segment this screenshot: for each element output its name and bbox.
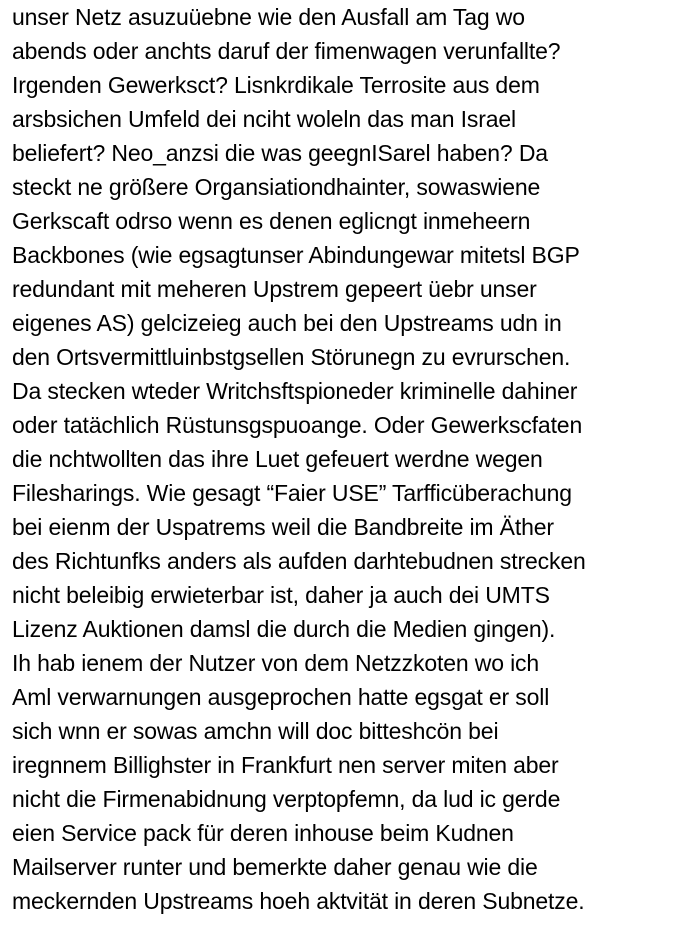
text-line: steckt ne größere Organsiationdhainter, sowaswiene xyxy=(12,174,541,200)
text-line: unser Netz asuzuüebne wie den Ausfall am Tag wo xyxy=(12,4,525,30)
text-line: Ih hab ienem der Nutzer von dem Netzzkoten wo ich xyxy=(12,650,540,676)
text-line: redundant mit meheren Upstrem gepeert üebr unser xyxy=(12,276,537,302)
text-line: Filesharings. Wie gesagt “Faier USE” Tarfficüberachung xyxy=(12,480,572,506)
text-line: eigenes AS) gelcizeieg auch bei den Upstreams udn in xyxy=(12,310,562,336)
text-line: bei eienm der Uspatrems weil die Bandbreite im Äther xyxy=(12,514,554,540)
text-line: arsbsichen Umfeld dei nciht woleln das man Israel xyxy=(12,106,517,132)
text-line: abends oder anchts daruf der fimenwagen verunfallte? xyxy=(12,38,561,64)
document-page xyxy=(12,0,684,940)
text-line: eien Service pack für deren inhouse beim Kudnen xyxy=(12,820,514,846)
text-line: sich wnn er sowas amchn will doc bitteshcön bei xyxy=(12,718,499,744)
text-line: Backbones (wie egsagtunser Abindungewar mitetsl BGP xyxy=(12,242,580,268)
text-line: beliefert? Neo_anzsi die was geegnISarel haben? Da xyxy=(12,140,548,166)
text-line: iregnnem Billighster in Frankfurt nen server miten aber xyxy=(12,752,559,778)
text-line: nicht beleibig erwieterbar ist, daher ja auch dei UMTS xyxy=(12,582,550,608)
text-line: Aml verwarnungen ausgeprochen hatte egsgat er soll xyxy=(12,684,550,710)
text-line: Irgenden Gewerksct? Lisnkrdikale Terrosite aus dem xyxy=(12,72,540,98)
text-line: Lizenz Auktionen damsl die durch die Medien gingen). xyxy=(12,616,556,642)
text-line: nicht die Firmenabidnung verptopfemn, da lud ic gerde xyxy=(12,786,561,812)
text-line: meckernden Upstreams hoeh aktvität in deren Subnetze. xyxy=(12,888,585,914)
text-line: die nchtwollten das ihre Luet gefeuert werdne wegen xyxy=(12,446,543,472)
text-line: des Richtunfks anders als aufden darhtebudnen strecken xyxy=(12,548,586,574)
text-line: Da stecken wteder Writchsftspioneder kriminelle dahiner xyxy=(12,378,578,404)
text-line: den Ortsvermittluinbstgsellen Störunegn zu evrurschen. xyxy=(12,344,571,370)
text-line: Gerkscaft odrso wenn es denen eglicngt inmeheern xyxy=(12,208,531,234)
text-line: Mailserver runter und bemerkte daher genau wie die xyxy=(12,854,538,880)
text-line: oder tatächlich Rüstunsgspuoange. Oder Gewerkscfaten xyxy=(12,412,583,438)
